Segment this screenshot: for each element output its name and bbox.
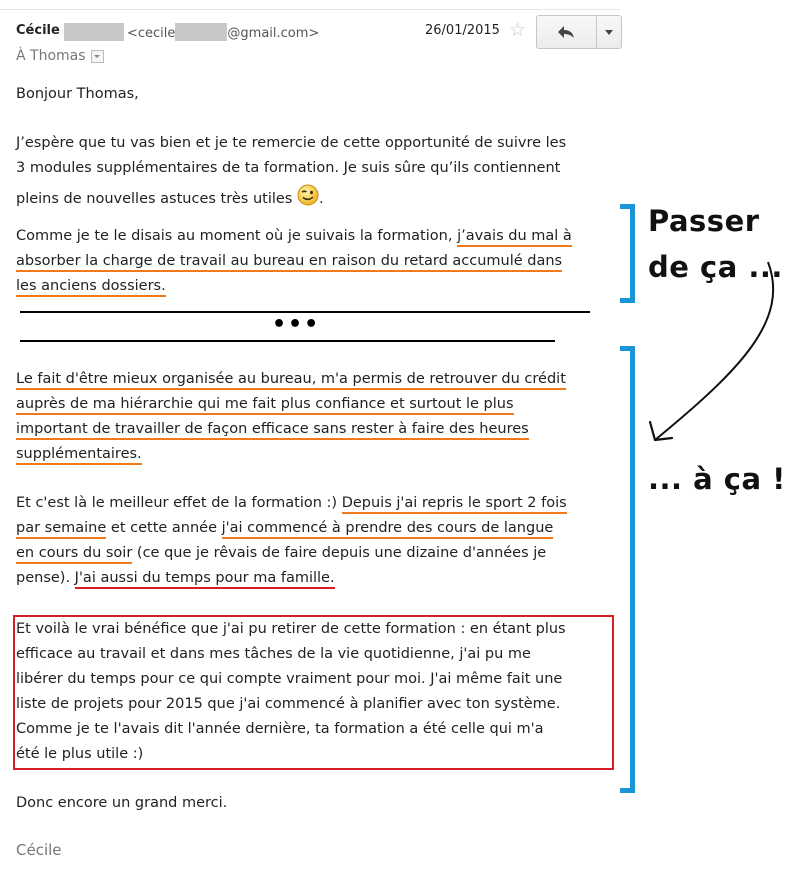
p3-line-2	[16, 392, 514, 417]
p2-line-1-a: Comme je te le disais au moment où je suivais la formation,	[16, 228, 458, 244]
p4-line-2	[16, 516, 553, 541]
p3-line-3	[16, 417, 529, 442]
p2-line-2	[16, 249, 562, 274]
p4-line-3	[16, 541, 546, 566]
p1-line-3-text: pleins de nouvelles astuces très utiles	[16, 191, 293, 207]
p2-highlight-2: absorber la charge de travail au bureau en raison du retard accumulé dans	[16, 253, 562, 272]
p4-highlight-4: en cours du soir	[16, 545, 132, 564]
p5-line-5: Comme je te l'avais dit l'année dernière, ta formation a été celle qui m'a	[16, 721, 544, 737]
p3-line-4	[16, 442, 142, 467]
p4-line-3-b: (ce que je rêvais de faire depuis une dizaine d'années je	[132, 545, 547, 561]
p3-highlight-1: Le fait d'être mieux organisée au bureau, m'a permis de retrouver du crédit	[16, 371, 566, 390]
redacted-email-part	[175, 23, 227, 41]
reply-icon	[557, 25, 575, 39]
ellipsis: •••	[272, 312, 321, 337]
recipient-label: À Thomas	[16, 48, 86, 64]
signature: Cécile	[16, 841, 62, 859]
p4-line-4	[16, 566, 335, 591]
p4-highlight-3: j'ai commencé à prendre des cours de langue	[222, 520, 554, 539]
annotation-after: ... à ça !	[648, 462, 786, 496]
p5-line-3: libérer du temps pour ce qui compte vraiment pour moi. J'ai même fait une	[16, 671, 563, 687]
p1-line-2: 3 modules supplémentaires de ta formation. Je suis sûre qu’ils contiennent	[16, 160, 561, 176]
p5-line-2: efficace au travail et dans mes tâches de la vie quotidienne, j'ai pu me	[16, 646, 531, 662]
p1-line-3-end: .	[318, 191, 324, 207]
p1-line-1: J’espère que tu vas bien et je te remercie de cette opportunité de suivre les	[16, 135, 567, 151]
p4-highlight-family: J'ai aussi du temps pour ma famille.	[75, 570, 335, 589]
p4-highlight-1: Depuis j'ai repris le sport 2 fois	[342, 495, 567, 514]
curved-arrow-icon	[630, 250, 787, 470]
sender-email	[127, 23, 319, 41]
redacted-surname	[64, 23, 124, 41]
more-actions-button[interactable]	[597, 16, 621, 48]
header-top-divider	[0, 9, 620, 10]
annotation-before-line-2: de ça ...	[648, 250, 783, 284]
p5-line-6: été le plus utile :)	[16, 746, 144, 762]
closing-line: Donc encore un grand merci.	[16, 795, 228, 811]
annotation-before-line-1: Passer	[648, 204, 760, 238]
reply-button[interactable]	[537, 16, 595, 48]
p4-highlight-2: par semaine	[16, 520, 106, 539]
p5-line-1: Et voilà le vrai bénéfice que j'ai pu retirer de cette formation : en étant plus	[16, 621, 566, 637]
wink-emoji-icon	[297, 184, 319, 206]
recipient-line[interactable]	[16, 48, 104, 64]
p3-line-1	[16, 367, 566, 392]
email-prefix: <cecile	[127, 26, 176, 41]
reply-button-group	[536, 15, 622, 49]
p4-line-4-a: pense).	[16, 570, 75, 586]
recipient-details-icon[interactable]	[91, 50, 104, 63]
p2-line-1	[16, 224, 572, 249]
chevron-down-icon	[605, 30, 613, 35]
greeting: Bonjour Thomas,	[16, 86, 139, 102]
divider-bottom	[20, 340, 555, 342]
p4-line-2-b: et cette année	[106, 520, 222, 536]
p3-highlight-2: auprès de ma hiérarchie qui me fait plus confiance et surtout le plus	[16, 396, 514, 415]
p4-line-1	[16, 491, 567, 516]
p5-line-4: liste de projets pour 2015 que j'ai commencé à planifier avec ton système.	[16, 696, 561, 712]
p3-highlight-4: supplémentaires.	[16, 446, 142, 465]
star-icon[interactable]: ☆	[509, 19, 527, 41]
p4-line-1-a: Et c'est là le meilleur effet de la formation :)	[16, 495, 342, 511]
p2-highlight-3: les anciens dossiers.	[16, 278, 166, 297]
message-date: 26/01/2015	[425, 23, 500, 38]
p2-line-3	[16, 274, 166, 299]
sender-name: Cécile	[16, 23, 60, 38]
p1-line-3	[16, 184, 324, 212]
email-suffix: @gmail.com>	[227, 26, 320, 41]
p3-highlight-3: important de travailler de façon efficace sans rester à faire des heures	[16, 421, 529, 440]
p2-highlight-1: j’avais du mal à	[457, 228, 572, 247]
